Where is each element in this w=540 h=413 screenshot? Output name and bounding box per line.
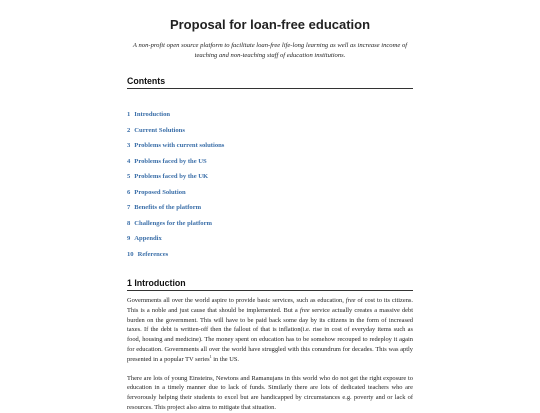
toc-link-proposed-solution[interactable]: 6 Proposed Solution [127, 188, 186, 196]
contents-rule [127, 88, 413, 89]
toc-link-problems-us[interactable]: 4 Problems faced by the US [127, 157, 207, 165]
footnote-marker[interactable]: 1 [209, 353, 212, 359]
document-subtitle: A non-profit open source platform to facilitate loan-free life-long learning as well as increase income of teaching and non-teaching staff of education institutions. [132, 42, 408, 59]
toc-link-problems-uk[interactable]: 5 Problems faced by the UK [127, 173, 209, 180]
toc-link-problems-current-solutions[interactable]: 3 Problems with current solutions [127, 142, 225, 149]
introduction-paragraph-2: There are lots of young Einsteins, Newtons and Ramanujans in this world who do not get the right exposure to education in a timely manner due to lack of funds. Similarly there are lots of dedicated teachers who are fervorously helping their students to excel but are handicapped by circumstances e.g. poverty and or lack of resources. This project also aims to mitigate that situation. [127, 374, 413, 411]
introduction-rule [127, 290, 413, 291]
contents-heading: Contents [127, 76, 166, 86]
toc-link-current-solutions[interactable]: 2 Current Solutions [127, 126, 185, 134]
introduction-body [127, 296, 413, 413]
toc-link-benefits[interactable]: 7 Benefits of the platform [127, 204, 202, 211]
toc-link-challenges[interactable]: 8 Challenges for the platform [127, 219, 213, 227]
introduction-heading: 1 Introduction [127, 278, 186, 288]
toc-link-references[interactable]: 10 References [127, 250, 169, 258]
document-title: Proposal for loan-free education [169, 17, 371, 32]
toc-link-introduction[interactable]: 1 Introduction [127, 111, 171, 118]
introduction-paragraph-1: Governments all over the world aspire to provide basic services, such as education, free of cost to its citizens. This is a noble and just cause that should be implemented. But a free service actually creates a massive debt burden on the government. This will have to be paid back some day by its citizens in the form of increased taxes. If the debt is written-off then the fallout of that is inflation(i.e. rise in cost of everyday items such as food, housing and medicine). The money spent on education has to be somehow recouped to redeploy it again for education. Governments all over the world have struggled with this conundrum for decades. This was aptly presented in a popular TV series$^1$ in the US. [127, 297, 413, 363]
table-of-contents [127, 110, 413, 265]
toc-link-appendix[interactable]: 9 Appendix [127, 235, 162, 242]
